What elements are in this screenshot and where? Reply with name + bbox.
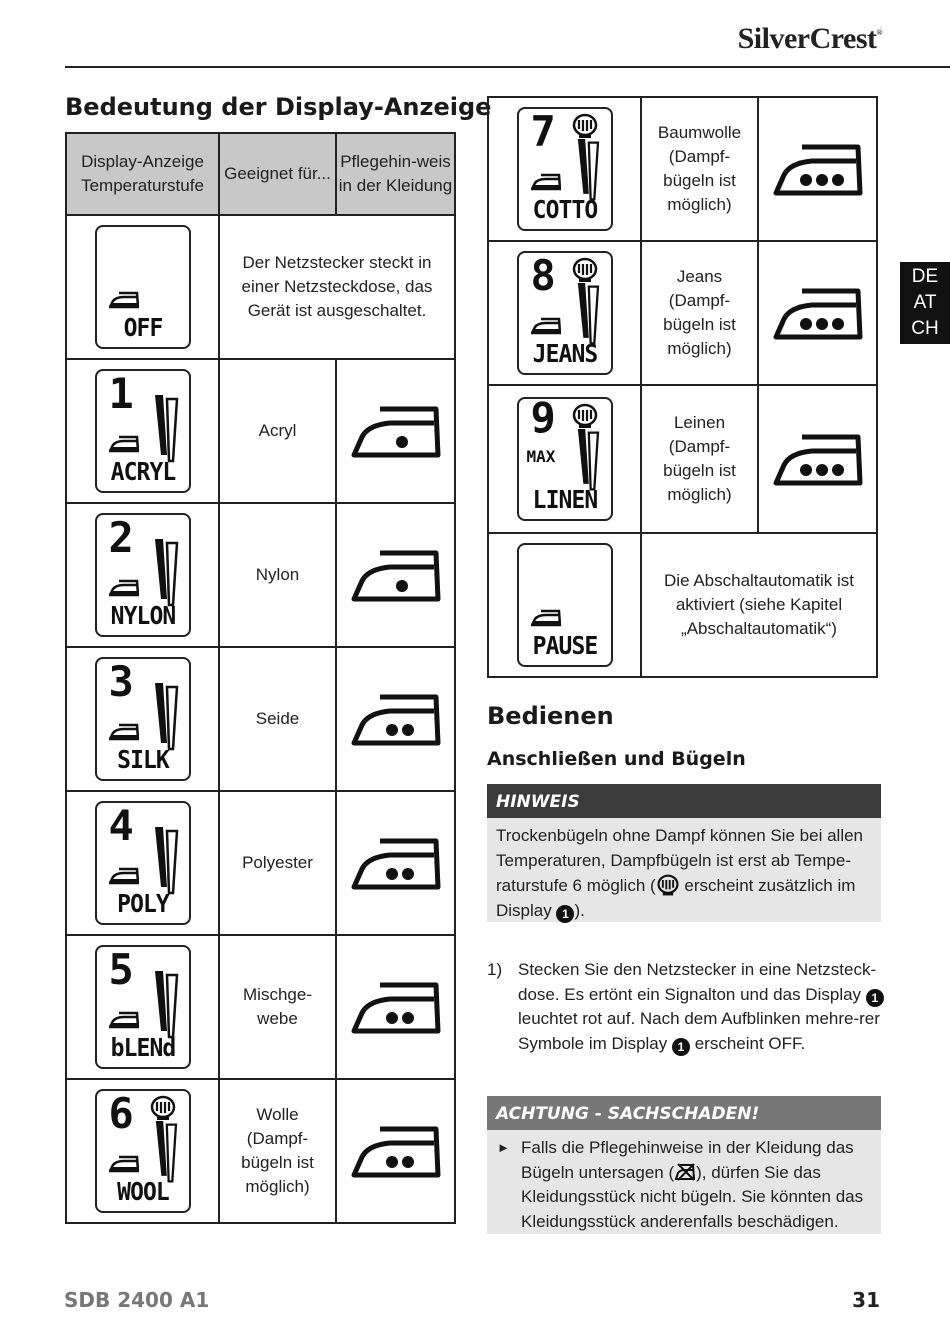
lang-de: DE bbox=[911, 266, 939, 287]
lcd-display bbox=[517, 393, 613, 521]
mini-iron-icon bbox=[109, 1155, 139, 1173]
no-ironing-icon bbox=[674, 1162, 696, 1182]
temperature-gauge-icon bbox=[573, 283, 601, 347]
table-row bbox=[66, 791, 455, 935]
iron-two-dots-icon bbox=[350, 689, 442, 749]
lcd-number: 7 bbox=[530, 107, 556, 156]
table-row bbox=[66, 359, 455, 503]
section-title-display: Bedeutung der Display-Anzeige bbox=[65, 93, 492, 121]
temperature-gauge-icon bbox=[151, 395, 179, 465]
brand-logo: SilverCrest® bbox=[737, 22, 882, 55]
lcd-word: POLY bbox=[116, 889, 169, 918]
page-number: 31 bbox=[852, 1288, 880, 1312]
bullet-arrow-icon: ► bbox=[497, 1140, 510, 1155]
mini-iron-icon bbox=[109, 579, 139, 597]
steam-icon bbox=[571, 403, 599, 429]
row-text: Acryl bbox=[219, 359, 336, 503]
lcd-word: bLENd bbox=[110, 1033, 175, 1062]
row-text: Leinen (Dampf-bügeln ist möglich) bbox=[641, 385, 758, 533]
mini-iron-icon bbox=[531, 317, 561, 335]
lcd-display bbox=[95, 801, 191, 925]
iron-three-dots-icon bbox=[772, 429, 864, 489]
table-row bbox=[66, 503, 455, 647]
lcd-display bbox=[517, 107, 613, 231]
mini-iron-icon bbox=[109, 867, 139, 885]
step-number: 1) bbox=[487, 960, 503, 979]
lcd-display bbox=[517, 543, 613, 667]
callout-number: 1 bbox=[556, 905, 574, 923]
lcd-display bbox=[95, 657, 191, 781]
mini-iron-icon bbox=[109, 723, 139, 741]
hinweis-box bbox=[487, 784, 881, 922]
lcd-word: SILK bbox=[116, 745, 169, 774]
display-meaning-table bbox=[65, 132, 456, 1224]
temperature-gauge-icon bbox=[151, 1121, 179, 1185]
mini-iron-icon bbox=[531, 609, 561, 627]
iron-two-dots-icon bbox=[350, 977, 442, 1037]
lcd-word: LINEN bbox=[532, 485, 597, 514]
lcd-display bbox=[95, 369, 191, 493]
iron-one-dot-icon bbox=[350, 401, 442, 461]
warning-heading: ACHTUNG - SACHSCHADEN! bbox=[487, 1096, 881, 1130]
lang-at: AT bbox=[913, 292, 937, 313]
lcd-number: 5 bbox=[108, 945, 134, 994]
table-row bbox=[488, 241, 877, 385]
row-text: Jeans (Dampf-bügeln ist möglich) bbox=[641, 241, 758, 385]
lcd-word: PAUSE bbox=[532, 631, 597, 660]
hinweis-heading: HINWEIS bbox=[487, 784, 881, 818]
display-meaning-table-continued bbox=[487, 96, 878, 678]
iron-three-dots-icon bbox=[772, 139, 864, 199]
lcd-number: 3 bbox=[108, 657, 134, 706]
callout-number: 1 bbox=[672, 1038, 690, 1056]
table-header-display: Display-Anzeige Temperaturstufe bbox=[66, 133, 219, 215]
table-row bbox=[488, 97, 877, 241]
row-text: Polyester bbox=[219, 791, 336, 935]
language-tab bbox=[900, 262, 950, 344]
lcd-display bbox=[95, 945, 191, 1069]
lcd-display bbox=[95, 225, 191, 349]
lang-ch: CH bbox=[911, 318, 939, 339]
table-row bbox=[66, 647, 455, 791]
row-text: Der Netzstecker steckt in einer Netzsteckdose, das Gerät ist ausgeschaltet. bbox=[219, 215, 455, 359]
lcd-word: OFF bbox=[123, 313, 162, 342]
table-row bbox=[66, 215, 455, 359]
steam-icon bbox=[571, 257, 599, 283]
temperature-gauge-icon bbox=[151, 971, 179, 1041]
table-header-suitable: Geeignet für... bbox=[219, 133, 336, 215]
iron-two-dots-icon bbox=[350, 833, 442, 893]
header-rule bbox=[65, 66, 950, 68]
lcd-display bbox=[517, 251, 613, 375]
callout-number: 1 bbox=[866, 989, 884, 1007]
row-text: Baumwolle (Dampf-bügeln ist möglich) bbox=[641, 97, 758, 241]
step-text: Stecken Sie den Netzstecker in eine Netzsteck-dose. Es ertönt ein Signalton und das Display 1 leuchtet rot auf. Nach dem Aufblinken mehre-rer Symbole im Display 1 erscheint OFF. bbox=[518, 958, 887, 1056]
lcd-max-label: MAX bbox=[526, 447, 556, 466]
iron-three-dots-icon bbox=[772, 283, 864, 343]
section-title-bedienen: Bedienen bbox=[487, 702, 614, 730]
temperature-gauge-icon bbox=[151, 683, 179, 753]
steam-icon bbox=[149, 1095, 177, 1121]
lcd-number: 9 bbox=[530, 393, 556, 442]
temperature-gauge-icon bbox=[573, 139, 601, 203]
mini-iron-icon bbox=[531, 173, 561, 191]
steam-icon bbox=[571, 113, 599, 139]
warning-text: ► Falls die Pflegehinweise in der Kleidung das Bügeln untersagen ( ), dürfen Sie das Kleidungsstück nicht bügeln. Sie könnten das Kleidungsstück anderenfalls beschädigen. bbox=[487, 1130, 881, 1234]
row-text: Die Abschaltautomatik ist aktiviert (siehe Kapitel „Abschaltautomatik“) bbox=[641, 533, 877, 677]
lcd-word: WOOL bbox=[116, 1177, 169, 1206]
table-row bbox=[488, 533, 877, 677]
row-text: Seide bbox=[219, 647, 336, 791]
iron-two-dots-icon bbox=[350, 1121, 442, 1181]
mini-iron-icon bbox=[109, 435, 139, 453]
lcd-word: JEANS bbox=[532, 339, 597, 368]
subsection-title: Anschließen und Bügeln bbox=[487, 748, 746, 770]
iron-one-dot-icon bbox=[350, 545, 442, 605]
mini-iron-icon bbox=[109, 291, 139, 309]
mini-iron-icon bbox=[109, 1011, 139, 1029]
steam-icon bbox=[656, 873, 680, 899]
temperature-gauge-icon bbox=[151, 827, 179, 897]
warning-box bbox=[487, 1096, 881, 1234]
table-row bbox=[66, 1079, 455, 1223]
hinweis-text: Trockenbügeln ohne Dampf können Sie bei allen Temperaturen, Dampfbügeln ist erst ab Tempe-raturstufe 6 möglich ( erscheint zusätzlich im Display 1 ). bbox=[487, 818, 881, 922]
table-header-care-label: Pflegehin-weis in der Kleidung bbox=[336, 133, 455, 215]
row-text: Mischge-webe bbox=[219, 935, 336, 1079]
row-text: Nylon bbox=[219, 503, 336, 647]
temperature-gauge-icon bbox=[151, 539, 179, 609]
lcd-word: ACRYL bbox=[110, 457, 175, 486]
row-text: Wolle (Dampf-bügeln ist möglich) bbox=[219, 1079, 336, 1223]
lcd-display bbox=[95, 1089, 191, 1213]
temperature-gauge-icon bbox=[573, 429, 601, 493]
lcd-word: NYLON bbox=[110, 601, 175, 630]
lcd-display bbox=[95, 513, 191, 637]
lcd-number: 8 bbox=[530, 251, 556, 300]
table-row bbox=[66, 935, 455, 1079]
lcd-number: 4 bbox=[108, 801, 134, 850]
lcd-number: 2 bbox=[108, 513, 134, 562]
step-1 bbox=[487, 958, 887, 1056]
footer-model: SDB 2400 A1 bbox=[64, 1288, 210, 1312]
table-row bbox=[488, 385, 877, 533]
lcd-number: 1 bbox=[108, 369, 134, 418]
lcd-number: 6 bbox=[108, 1089, 134, 1138]
lcd-word: COTTO bbox=[532, 195, 597, 224]
